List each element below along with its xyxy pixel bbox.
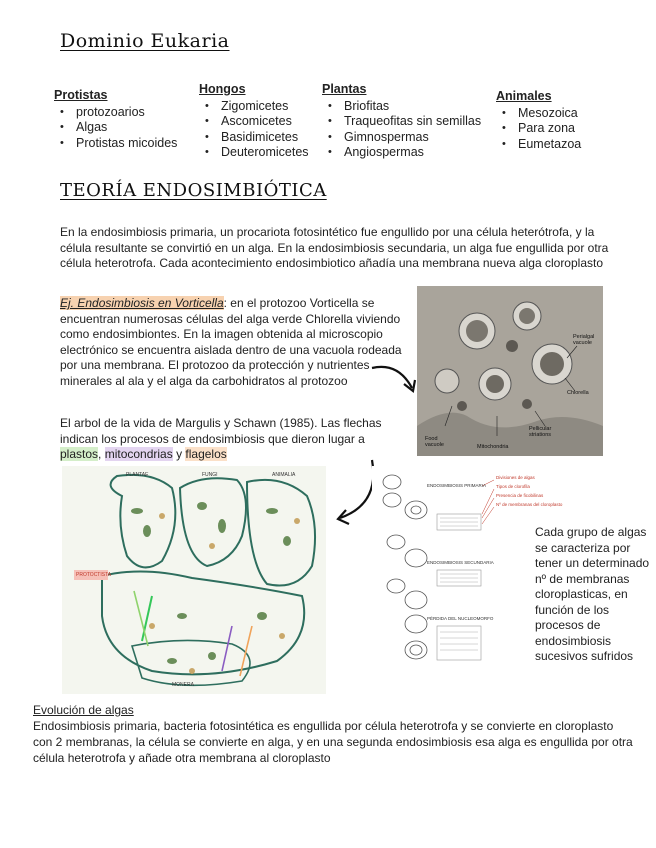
evolucion-paragraph: Endosimbiosis primaria, bacteria fotosintética es engullida por célula heterotrofa y se convierte en cloroplasto con 2 membranas, la célula se convierte en alga, y en una segunda endosimbiosis esa alga es engullida por otra célula heterotrofa y añade otra membrana al cloroplasto xyxy=(33,719,633,765)
plantas-list xyxy=(322,99,481,161)
animales-list xyxy=(496,106,581,153)
plantas-heading: Plantas xyxy=(322,82,367,96)
micro-label-perialgal: Perialgal vacuole xyxy=(573,334,595,346)
comma-text: , xyxy=(98,447,105,461)
micro-label-food: Food vacuole xyxy=(425,436,444,448)
tree-label-plantae: PLANTAE xyxy=(126,472,149,478)
protistas-list xyxy=(54,105,177,152)
hongos-heading: Hongos xyxy=(199,82,246,96)
list-item: • Zigomicetes xyxy=(199,99,309,115)
plastos-highlight: plastos xyxy=(60,447,99,461)
example-text: : en el protozoo Vorticella se encuentran numerosas células del alga verde Chlorella viviendo como endosimbiontes. En la imagen obtenida al microscopio electrónico se encuentra aislada dentro de una vacuola rodeada por una membrana. El protozoo da protección y nutrientes minerales al ala y el alga da carbohidratos al protozoo xyxy=(60,296,402,388)
list-item: • protozoarios xyxy=(54,105,177,121)
list-item: • Protistas micoides xyxy=(54,136,177,152)
list-item: • Algas xyxy=(54,120,177,136)
evolucion-heading: Evolución de algas xyxy=(33,703,134,717)
endosymbiosis-diagram xyxy=(372,466,563,674)
example-paragraph xyxy=(60,296,405,389)
endo-legend-1: Tipos de clorofila xyxy=(496,484,530,489)
y-text: y xyxy=(172,447,186,461)
endo-legend-3: Nº de membranas del cloroplasto xyxy=(496,502,563,507)
hongos-column xyxy=(199,82,309,161)
vorticella-micrograph xyxy=(417,286,603,456)
tree-label-red: PROTOCTISTA xyxy=(76,572,112,578)
list-item: • Ascomicetes xyxy=(199,114,309,130)
list-item: • Deuteromicetes xyxy=(199,145,309,161)
example-highlight: Ej. Endosimbiosis en Vorticella xyxy=(60,296,224,310)
tree-label-monera: MONERA xyxy=(172,682,194,688)
arrow-to-micrograph-icon xyxy=(368,360,428,400)
tree-label-animalia: ANIMALIA xyxy=(272,472,296,478)
endo-legend-2: Presencia de ficobilinas xyxy=(496,493,544,498)
mitocondrias-highlight: mitocondrias xyxy=(104,447,173,461)
animales-heading: Animales xyxy=(496,89,552,103)
page-title: Dominio Eukaria xyxy=(60,30,230,52)
list-item: • Gimnospermas xyxy=(322,130,481,146)
micrograph-drawing xyxy=(417,286,603,456)
tree-label-fungi: FUNGI xyxy=(202,472,218,478)
algae-membranes-note: Cada grupo de algas se caracteriza por tener un determinado nº de membranas cloroplasticas, en función de los procesos de endosimbiosis sucesivos sufridos xyxy=(535,525,650,663)
endo-label-perdida: PÉRDIDA DEL NUCLEOMORFO xyxy=(427,616,494,621)
tree-drawing xyxy=(62,466,326,694)
micro-label-mito: Mitochondria xyxy=(477,444,509,450)
tree-of-life-diagram xyxy=(62,466,326,694)
protistas-column xyxy=(54,88,177,151)
endo-label-primaria: ENDOSIMBIOSIS PRIMARIA xyxy=(427,483,487,488)
flagelos-highlight: flagelos xyxy=(185,447,227,461)
tree-intro-text: El arbol de la vida de Margulis y Schawn (1985). Las flechas indican los procesos de endosimbiosis que dieron lugar a xyxy=(60,416,382,446)
list-item: • Eumetazoa xyxy=(496,137,581,153)
intro-paragraph: En la endosimbiosis primaria, un procariota fotosintético fue engullido por una célula heterótrofa, y la célula resultante se convirtió en un alga. En la endosimbiosis secundaria, un alga fue engullida por otra célula heterotrofa. Cada acontecimiento endosimbiotico añadía una membrana nueva alga cloroplasto xyxy=(60,225,609,270)
list-item: • Briofitas xyxy=(322,99,481,115)
plantas-column xyxy=(322,82,481,161)
list-item: • Para zona xyxy=(496,121,581,137)
micro-label-chlorella: Chlorella xyxy=(567,390,589,396)
list-item: • Traqueofitas sin semillas xyxy=(322,114,481,130)
animales-column xyxy=(496,89,581,152)
section-title: TEORÍA ENDOSIMBIÓTICA xyxy=(60,180,327,201)
endo-label-secundaria: ENDOSIMBIOSIS SECUNDARIA xyxy=(427,560,494,565)
endo-legend-0: Divisiones de algas xyxy=(496,475,535,480)
list-item: • Basidimicetes xyxy=(199,130,309,146)
protistas-heading: Protistas xyxy=(54,88,108,102)
hongos-list xyxy=(199,99,309,161)
list-item: • Mesozoica xyxy=(496,106,581,122)
list-item: • Angiospermas xyxy=(322,145,481,161)
micro-label-pellicular: Pellicular striations xyxy=(529,426,552,438)
